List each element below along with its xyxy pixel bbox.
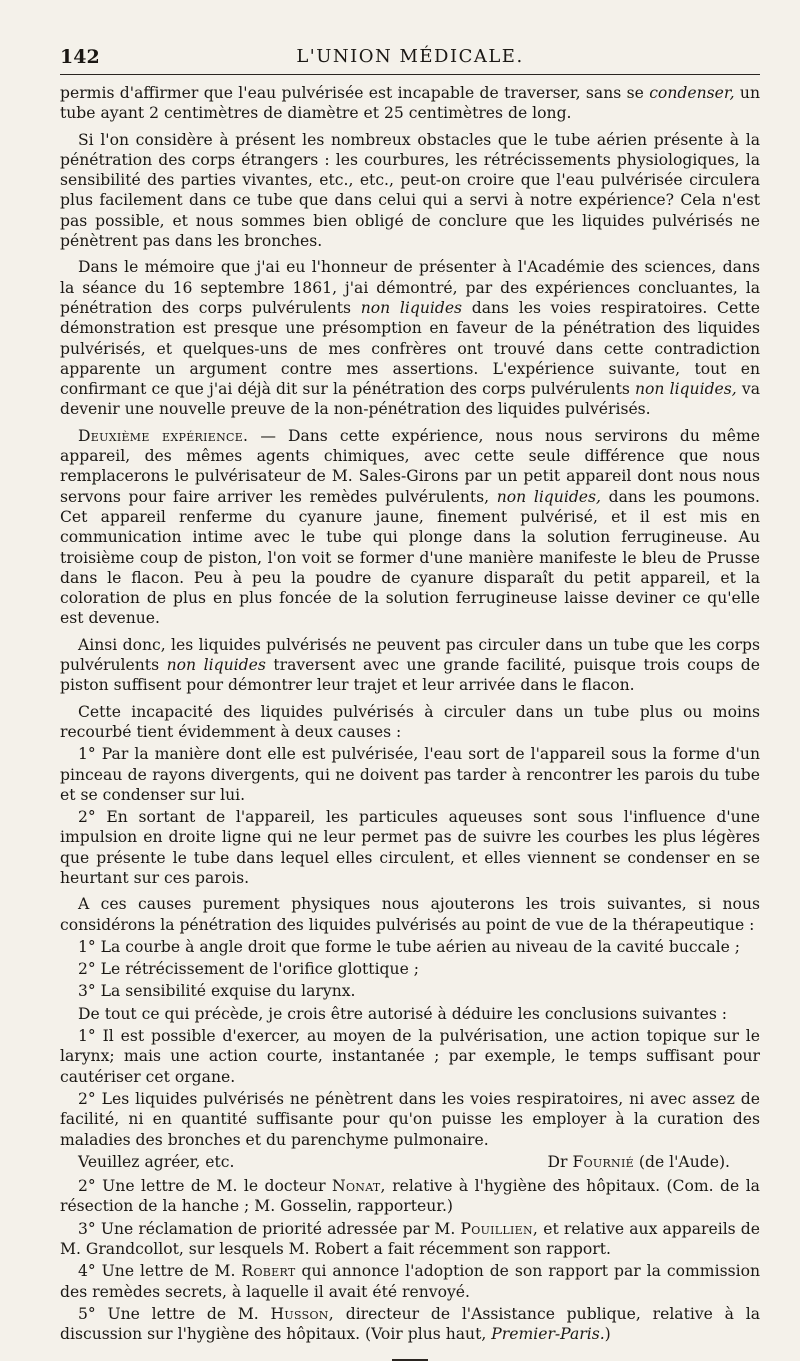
list-item: 2° Une lettre de M. le docteur Nonat, relative à l'hygiène des hôpitaux. (Com. de la résection de la hanche ; M. Gosselin, rapporteur.) [60,1177,760,1216]
signature: Dr Fournié (de l'Aude). [547,1152,730,1171]
paragraph: Ainsi donc, les liquides pulvérisés ne peuvent pas circuler dans un tube que les corps pulvérulents non liquides traversent avec une grande facilité, puisque trois coups de piston suffisent pour démontrer leur trajet et leur arrivée dans le flacon. [60,635,760,695]
list-item: 3° Une réclamation de priorité adressée par M. Pouillien, et relative aux appareils de M. Grandcollot, sur lesquels M. Robert a fait récemment son rapport. [60,1219,760,1259]
paragraph: Deuxième expérience. — Dans cette expérience, nous nous servirons du même appareil, des mêmes agents chimiques, avec cette seule différence que nous remplacerons le pulvérisateur de M. Sales-Girons par un petit appareil dont nous nous servons pour faire arriver les remèdes pulvérulents, non liquides, dans les poumons. Cet appareil renferme du cyanure jaune, finement pulvérisé, et il est mis en communication intime avec le tube qui plonge dans la solution ferrugineuse. Au troisième coup de piston, l'on voit se former d'une manière manifeste le bleu de Prusse dans le flacon. Peu à peu la poudre de cyanure disparaît du petit appareil, et la coloration de plus en plus foncée de la solution ferrugineuse laisse deviner ce qu'elle est devenue. [60,426,760,628]
paragraph: 2° En sortant de l'appareil, les particules aqueuses sont sous l'influence d'une impulsion en droite ligne qui ne leur permet pas de suivre les courbes les plus légères que présente le tube dans lequel elles circulent, et elles viennent se condenser en se heurtant sur ces parois. [60,808,760,887]
paragraph: 1° Il est possible d'exercer, au moyen de la pulvérisation, une action topique sur le larynx; mais une action courte, instantanée ; par exemple, le temps suffisant pour cautériser cet organe. [60,1027,760,1086]
body-text [60,83,760,1361]
page-number: 142 [60,46,100,68]
section-heading: Deuxième expérience. [78,426,249,445]
list-item: 2° Le rétrécissement de l'orifice glottique ; [78,960,420,979]
list-item: 4° Une lettre de M. Robert qui annonce l'adoption de son rapport par la commission des remèdes secrets, à laquelle il avait été renvoyé. [60,1262,761,1301]
paragraph: De tout ce qui précède, je crois être autorisé à déduire les conclusions suivantes : [78,1004,728,1023]
list-item: 5° Une lettre de M. Husson, directeur de l'Assistance publique, relative à la discussion sur l'hygiène des hôpitaux. (Voir plus haut, Premier-Paris.) [60,1304,760,1344]
closing: Veuillez agréer, etc. [78,1152,235,1171]
paragraph: A ces causes purement physiques nous ajouterons les trois suivantes, si nous considérons la pénétration des liquides pulvérisés au point de vue de la thérapeutique : [60,895,760,934]
paragraph: Cette incapacité des liquides pulvérisés à circuler dans un tube plus ou moins recourbé tient évidemment à deux causes : [60,702,760,741]
list-item: 1° La courbe à angle droit que forme le tube aérien au niveau de la cavité buccale ; [78,937,741,956]
end-rule [392,1359,428,1361]
paragraph: Dans le mémoire que j'ai eu l'honneur de présenter à l'Académie des sciences, dans la séance du 16 septembre 1861, j'ai démontré, par des expériences concluantes, la pénétration des corps pulvérulents non liquides dans les voies respiratoires. Cette démonstration est presque une présomption en faveur de la pénétration des liquides pulvérisés, et quelques-uns de mes confrères ont trouvé dans cette contradiction apparente un argument contre mes assertions. L'expérience suivante, tout en confirmant ce que j'ai déjà dit sur la pénétration des corps pulvérulents non liquides, va devenir une nouvelle preuve de la non-pénétration des liquides pulvérisés. [60,258,760,419]
paragraph: 1° Par la manière dont elle est pulvérisée, l'eau sort de l'appareil sous la forme d'un pinceau de rayons divergents, qui ne doivent pas tarder à rencontrer les parois du tube et se condenser sur lui. [60,745,760,804]
paragraph: 2° Les liquides pulvérisés ne pénètrent dans les voies respiratoires, ni avec assez de facilité, ni en quantité suffisante pour qu'on puisse les employer à la curation des maladies des bronches et du parenchyme pulmonaire. [60,1089,760,1149]
page-header [60,44,760,75]
list-item: 3° La sensibilité exquise du larynx. [78,982,356,1001]
paragraph: Si l'on considère à présent les nombreux obstacles que le tube aérien présente à la pénétration des corps étrangers : les courbures, les rétrécissements physiologiques, la sensibilité des parties vivantes, etc., etc., peut-on croire que l'eau pulvérisée circulera plus facilement dans ce tube que dans celui qui a servi à notre expérience? Cela n'est pas possible, et nous sommes bien obligé de conclure que les liquides pulvérisés ne pénètrent pas dans les bronches. [60,130,760,251]
closing-line [60,1152,760,1172]
running-head: L'UNION MÉDICALE. [296,46,524,67]
paragraph: permis d'affirmer que l'eau pulvérisée est incapable de traverser, sans se condenser, un tube ayant 2 centimètres de diamètre et 25 centimètres de long. [60,84,761,123]
